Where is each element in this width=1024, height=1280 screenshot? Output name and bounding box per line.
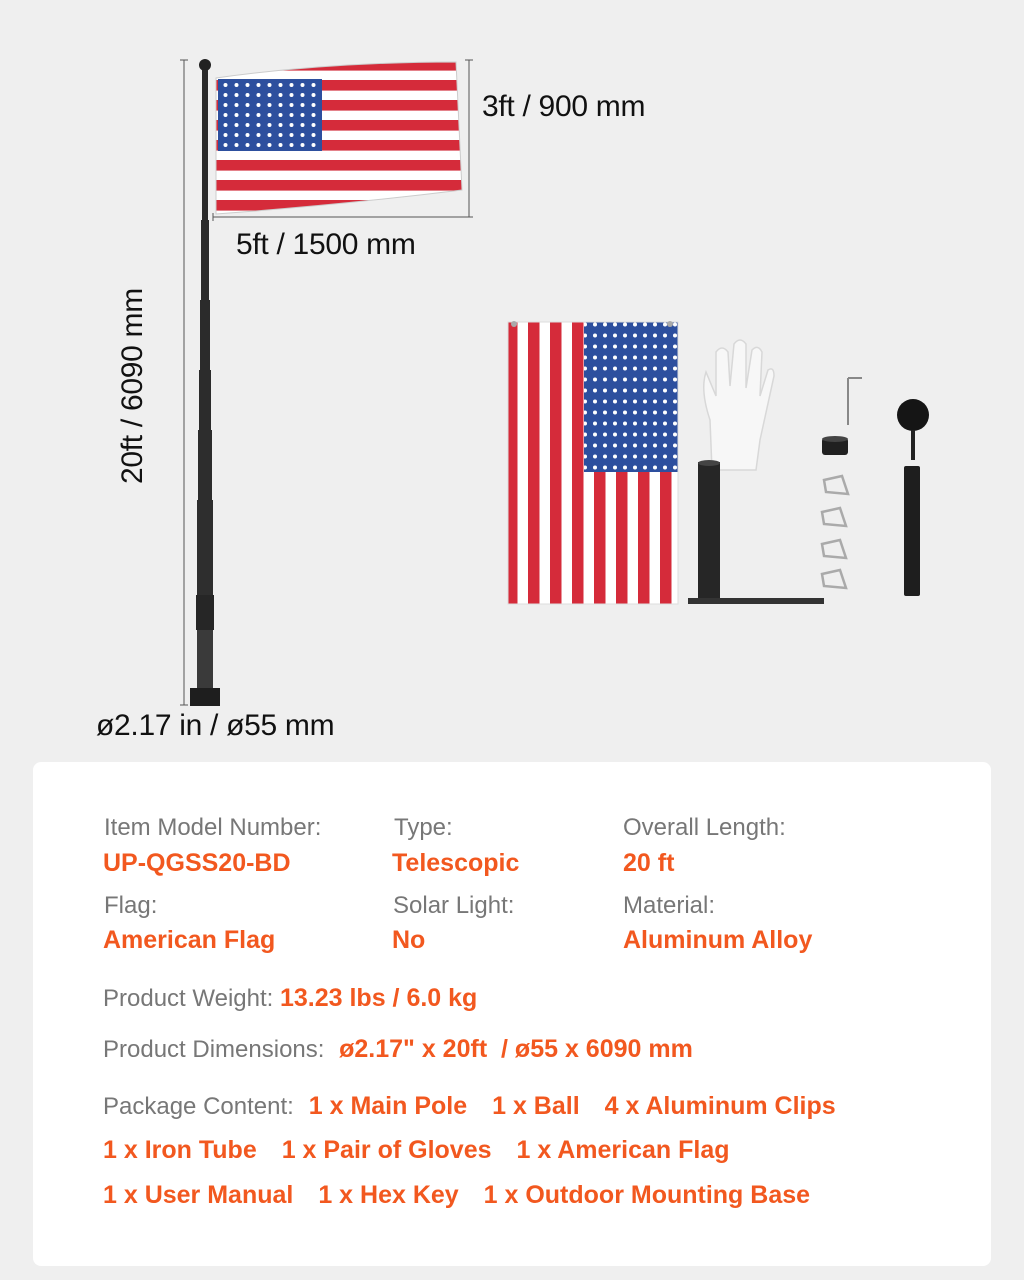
solar-value: No [392, 926, 426, 954]
material-value: Aluminum Alloy [623, 926, 813, 954]
aluminum-clips [822, 476, 848, 588]
material-label: Material: [623, 892, 716, 919]
flag-waving [216, 62, 462, 214]
package-item: 1 x Hex Key [318, 1181, 459, 1209]
package-line-1 [103, 1092, 854, 1121]
weight-value: 13.23 lbs / 6.0 kg [279, 984, 478, 1012]
pole-diameter-label: ø2.17 in / ø55 mm [96, 709, 335, 742]
package-item: 4 x Aluminum Clips [604, 1092, 836, 1120]
package-line-3 [103, 1181, 828, 1210]
length-value: 20 ft [623, 849, 675, 877]
ball-and-tube [897, 399, 929, 596]
hex-key [848, 378, 862, 425]
type-value: Telescopic [392, 849, 520, 877]
length-label: Overall Length: [623, 814, 786, 841]
flag-value: American Flag [103, 926, 276, 954]
type-label: Type: [394, 814, 453, 841]
model-value: UP-QGSS20-BD [103, 849, 291, 877]
mounting-base [688, 460, 824, 604]
flag-height-label: 3ft / 900 mm [482, 90, 646, 123]
weight-row [103, 984, 477, 1013]
flag-hanging [508, 321, 678, 604]
glove [704, 340, 774, 470]
pole-height-label: 20ft / 6090 mm [116, 288, 149, 484]
package-item: 1 x American Flag [516, 1136, 730, 1164]
model-label: Item Model Number: [104, 814, 322, 841]
weight-label: Product Weight: [103, 985, 274, 1012]
package-item: 1 x Outdoor Mounting Base [483, 1181, 811, 1209]
package-item: 1 x Main Pole [308, 1092, 468, 1120]
package-line-2 [103, 1136, 748, 1165]
spec-card [33, 762, 991, 1266]
solar-label: Solar Light: [393, 892, 515, 919]
package-item: 1 x Iron Tube [103, 1136, 257, 1164]
package-label: Package Content: [103, 1093, 294, 1120]
package-item: 1 x Pair of Gloves [281, 1136, 492, 1164]
package-item: 1 x Ball [492, 1092, 580, 1120]
dimensions-row [103, 1035, 693, 1064]
dimensions-value: ø2.17" x 20ft / ø55 x 6090 mm [339, 1035, 693, 1063]
flag-label: Flag: [104, 892, 158, 919]
pole-cap [822, 436, 848, 455]
dimensions-label: Product Dimensions: [103, 1036, 325, 1063]
package-item: 1 x User Manual [103, 1181, 294, 1209]
flag-width-label: 5ft / 1500 mm [236, 228, 416, 261]
